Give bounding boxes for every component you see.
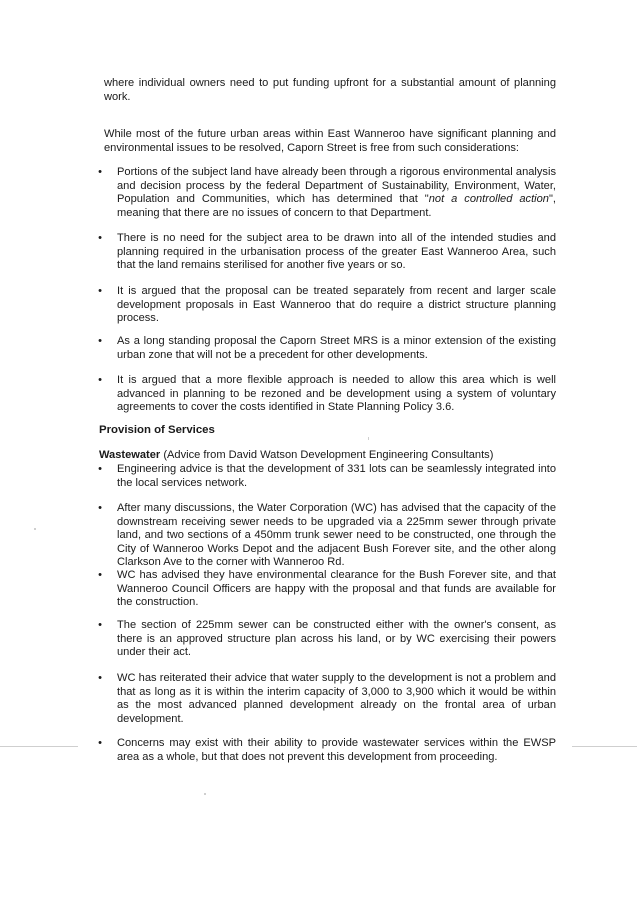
bullet-icon: • <box>98 166 102 178</box>
consideration-text: There is no need for the subject area to be drawn into all of the intended studies and planning required in the urbanisation process of the greater East Wanneroo Area, such that the land remains sterilised for another five years or so. <box>117 232 556 272</box>
scan-speck <box>368 437 369 440</box>
service-text: Concerns may exist with their ability to provide wastewater services within the EWSP area as a whole, but that does not prevent this development from proceeding. <box>117 737 556 763</box>
bullet-icon: • <box>98 463 102 475</box>
section-heading: Provision of Services <box>99 424 215 436</box>
bullet-icon: • <box>98 672 102 684</box>
service-text: After many discussions, the Water Corporation (WC) has advised that the capacity of the downstream receiving sewer needs to be upgraded via a 225mm sewer through private land, and two sections of a 450mm trunk sewer need to be constructed, one through the City of Wanneroo Works Depot and the adjacent Bush Forever site, and the other along Clarkson Ave to the corner with Wanneroo Rd. <box>117 502 556 569</box>
scan-line <box>0 746 78 747</box>
bullet-icon: • <box>98 502 102 514</box>
service-text: The section of 225mm sewer can be constructed either with the owner's consent, as there is an approved structure plan across his land, or by WC exercising their powers under their act. <box>117 619 556 659</box>
bullet-icon: • <box>98 374 102 386</box>
emphasis-text: not a controlled action <box>428 193 549 206</box>
bullet-icon: • <box>98 569 102 581</box>
bullet-icon: • <box>98 232 102 244</box>
scan-speck <box>204 793 206 795</box>
scan-line <box>572 746 637 747</box>
bullet-icon: • <box>98 335 102 347</box>
continuation-paragraph: where individual owners need to put funding upfront for a substantial amount of planning work. <box>104 77 556 103</box>
bullet-icon: • <box>98 619 102 631</box>
bullet-icon: • <box>98 737 102 749</box>
consideration-text: Portions of the subject land have already been through a rigorous environmental analysis and decision process by the federal Department of Sustainability, Environment, Water, Population and Communities, which has determined that "not a controlled action", meaning that there are no issues of concern to that Department. <box>117 166 556 219</box>
consideration-text: It is argued that a more flexible approach is needed to allow this area which is well advanced in planning to be rezoned and be development using a system of voluntary agreements to cover the costs identified in State Planning Policy 3.6. <box>117 374 556 414</box>
scan-speck <box>34 528 36 530</box>
consideration-text: As a long standing proposal the Caporn Street MRS is a minor extension of the existing urban zone that will not be a precedent for other developments. <box>117 335 556 361</box>
bullet-icon: • <box>98 285 102 297</box>
service-text: WC has reiterated their advice that water supply to the development is not a problem and that as long as it is within the interim capacity of 3,000 to 3,900 which it would be within as the most advanced planned development already on the frontal area of urban development. <box>117 672 556 725</box>
urban-areas-paragraph: While most of the future urban areas within East Wanneroo have significant planning and environmental issues to be resolved, Caporn Street is free from such considerations: <box>104 128 556 154</box>
service-text: WC has advised they have environmental clearance for the Bush Forever site, and that Wanneroo Council Officers are happy with the proposal and that funds are available for the construction. <box>117 569 556 609</box>
wastewater-subheading: Wastewater (Advice from David Watson Development Engineering Consultants) <box>99 449 494 461</box>
service-text: Engineering advice is that the development of 331 lots can be seamlessly integrated into the local services network. <box>117 463 556 489</box>
consideration-text: It is argued that the proposal can be treated separately from recent and larger scale development proposals in East Wanneroo that do require a district structure planning process. <box>117 285 556 325</box>
